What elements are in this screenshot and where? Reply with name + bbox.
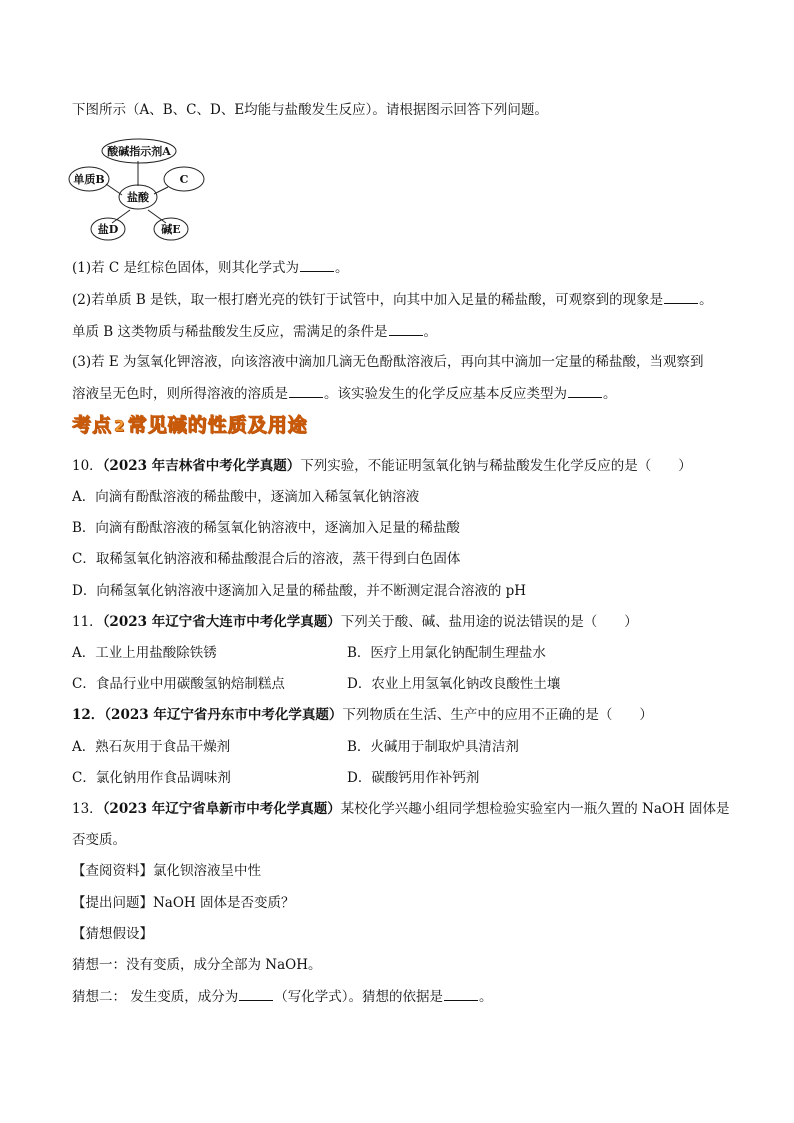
q11-option-b: B．医疗上用氯化钠配制生理盐水 — [347, 645, 546, 661]
q10-source: （2023 年吉林省中考化学真题） — [102, 458, 301, 474]
q12-option-b: B．火碱用于制取炉具清洁剂 — [347, 739, 519, 755]
q11-source: （2023 年辽宁省大连市中考化学真题） — [102, 614, 341, 630]
q12-source: （2023 年辽宁省丹东市中考化学真题） — [104, 707, 343, 723]
node-center-label: 盐酸 — [127, 191, 149, 204]
q9-part3-cont: 溶液呈无色时，则所得溶液的溶质是 。该实验发生的化学反应基本反应类型为 。 — [72, 386, 617, 402]
q11-option-a: A．工业上用盐酸除铁锈 — [72, 645, 217, 661]
answer-blank[interactable] — [389, 322, 423, 336]
node-top-label: 酸碱指示剂A — [107, 145, 171, 158]
q13-source: （2023 年辽宁省阜新市中考化学真题） — [102, 801, 341, 817]
q12-option-c: C．氯化钠用作食品调味剂 — [72, 770, 231, 786]
q10-stem: 10．（2023 年吉林省中考化学真题）下列实验，不能证明氢氧化钠与稀盐酸发生化学反应的是（ ） — [72, 458, 692, 474]
q13-reference: 【查阅资料】氯化钡溶液呈中性 — [72, 863, 261, 879]
q10-option-d: D．向稀氢氧化钠溶液中逐滴加入足量的稀盐酸，并不断测定混合溶液的 pH — [72, 583, 527, 599]
reaction-diagram — [68, 134, 218, 244]
q9-part2-condition: 单质 B 这类物质与稀盐酸发生反应，需满足的条件是 。 — [72, 324, 438, 340]
q12-option-a: A．熟石灰用于食品干燥剂 — [72, 739, 231, 755]
section-heading: 考点 2 常见碱的性质及用途 — [72, 414, 308, 436]
intro-text: 下图所示（A、B、C、D、E均能与盐酸发生反应）。请根据图示回答下列问题。 — [72, 102, 548, 118]
answer-blank[interactable] — [664, 290, 698, 304]
q13-hypothesis-2: 猜想二： 发生变质，成分为 （写化学式）。猜想的依据是 。 — [72, 989, 493, 1005]
node-left-label: 单质B — [73, 173, 105, 186]
answer-blank[interactable] — [444, 987, 478, 1001]
answer-blank[interactable] — [568, 384, 602, 398]
node-bottom-left-label: 盐D — [97, 223, 119, 236]
q10-option-a: A．向滴有酚酞溶液的稀盐酸中，逐滴加入稀氢氧化钠溶液 — [72, 489, 420, 505]
q13-stem-cont: 否变质。 — [72, 832, 126, 848]
q12-stem: 12．（2023 年辽宁省丹东市中考化学真题）下列物质在生活、生产中的应用不正确的是（ ） — [72, 707, 653, 723]
q9-part3: (3)若 E 为氢氧化钾溶液，向该溶液中滴加几滴无色酚酞溶液后，再向其中滴加一定量的稀盐酸，当观察到 — [72, 354, 704, 370]
q13-hypothesis-1: 猜想一：没有变质，成分全部为 NaOH。 — [72, 957, 322, 973]
q9-part2: (2)若单质 B 是铁，取一根打磨光亮的铁钉于试管中，向其中加入足量的稀盐酸，可观察到的现象是 。 — [72, 292, 713, 308]
node-bottom-right-label: 碱E — [161, 223, 181, 236]
q11-option-c: C．食品行业中用碳酸氢钠焙制糕点 — [72, 676, 285, 692]
answer-blank[interactable] — [289, 384, 323, 398]
q11-option-d: D．农业上用氢氧化钠改良酸性土壤 — [347, 676, 561, 692]
node-right-label: C — [179, 173, 189, 186]
q10-option-b: B．向滴有酚酞溶液的稀氢氧化钠溶液中，逐滴加入足量的稀盐酸 — [72, 520, 460, 536]
answer-blank[interactable] — [239, 987, 273, 1001]
q10-option-c: C．取稀氢氧化钠溶液和稀盐酸混合后的溶液，蒸干得到白色固体 — [72, 551, 461, 567]
answer-blank[interactable] — [300, 258, 334, 272]
q13-stem: 13．（2023 年辽宁省阜新市中考化学真题）某校化学兴趣小组同学想检验实验室内一瓶久置的 NaOH 固体是 — [72, 801, 730, 817]
q11-stem: 11．（2023 年辽宁省大连市中考化学真题）下列关于酸、碱、盐用途的说法错误的是（ ） — [72, 614, 638, 630]
q12-option-d: D．碳酸钙用作补钙剂 — [347, 770, 480, 786]
q9-part1: (1)若 C 是红棕色固体，则其化学式为 。 — [72, 260, 349, 276]
q13-hypothesis-heading: 【猜想假设】 — [72, 926, 153, 942]
q13-question: 【提出问题】NaOH 固体是否变质？ — [72, 895, 295, 911]
